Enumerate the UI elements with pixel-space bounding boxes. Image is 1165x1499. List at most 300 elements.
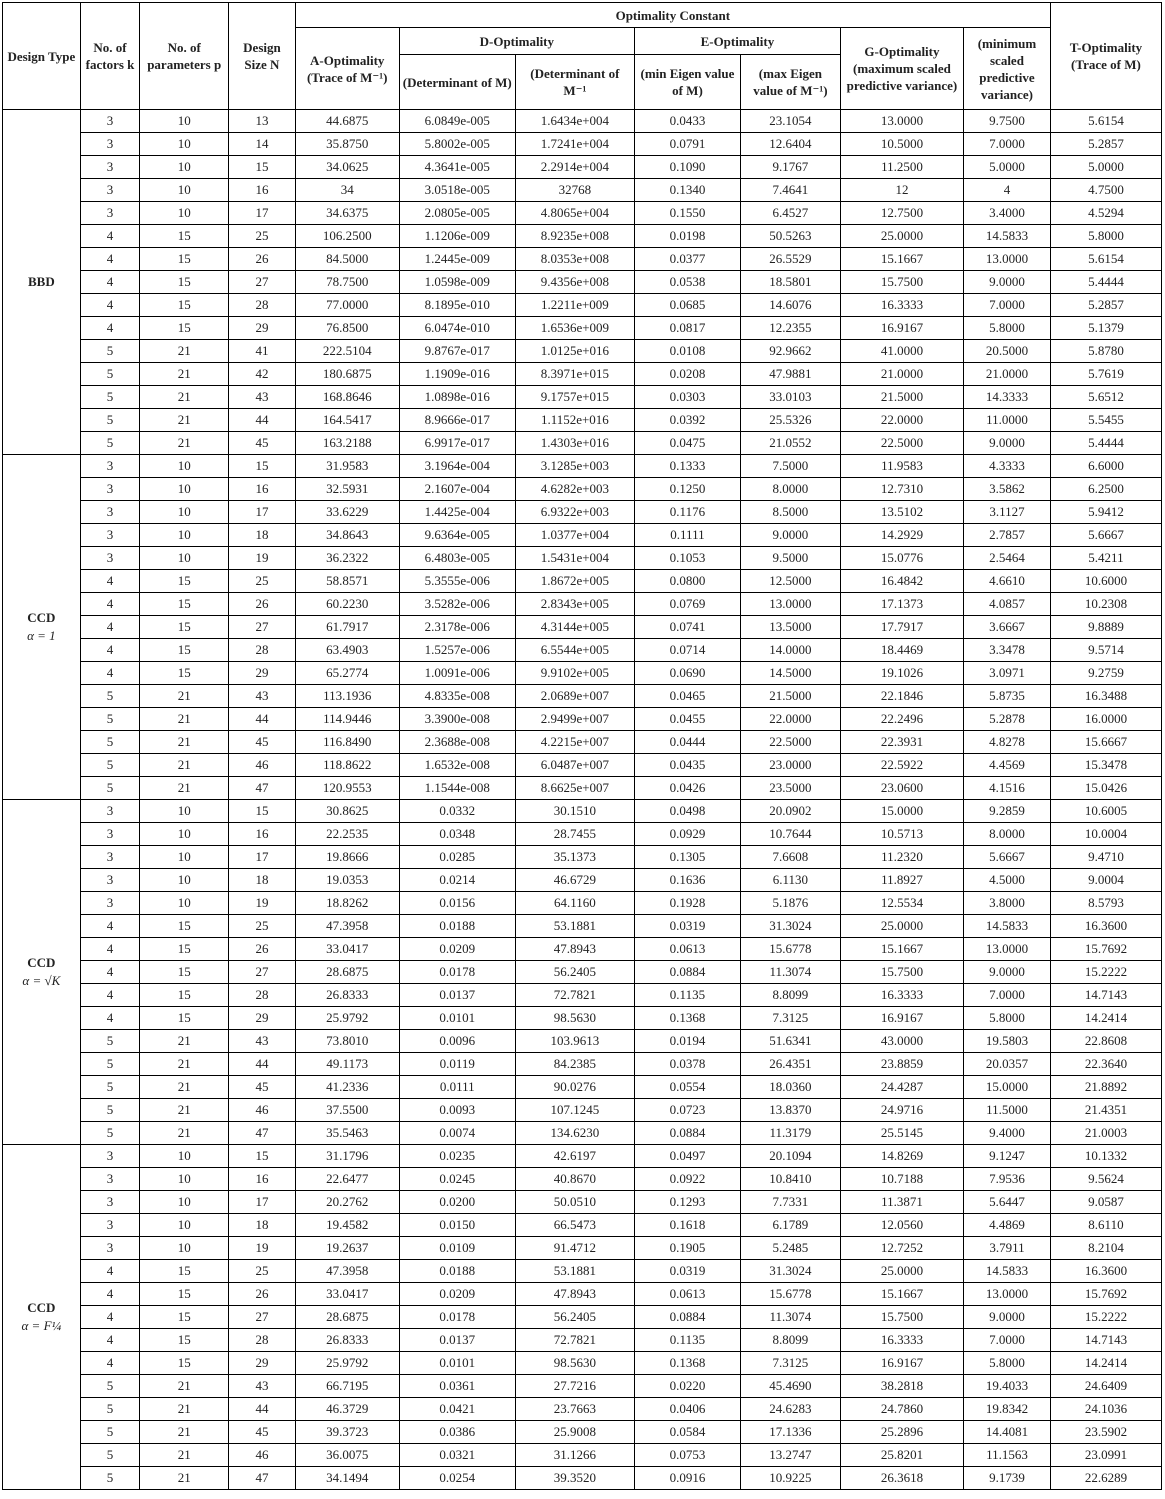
table-cell: 0.0101 [399,1352,515,1375]
table-cell: 11.5000 [964,1099,1051,1122]
table-cell: 5.0000 [1050,156,1161,179]
table-cell: 13 [229,110,296,133]
table-cell: 6.0849e-005 [399,110,515,133]
table-cell: 9.0000 [964,961,1051,984]
table-row [3,1099,1162,1122]
table-cell: 43 [229,386,296,409]
table-cell: 25.9792 [295,1007,399,1030]
table-cell: 77.0000 [295,294,399,317]
table-cell: 9.8767e-017 [399,340,515,363]
table-cell: 13.0000 [964,1283,1051,1306]
table-cell: 5 [80,340,140,363]
table-cell: 4 [80,1007,140,1030]
table-cell: 5.4444 [1050,271,1161,294]
table-cell: 6.0474e-010 [399,317,515,340]
table-cell: 26.4351 [740,1053,840,1076]
table-cell: 1.1909e-016 [399,363,515,386]
header-e-optimality: E-Optimality [634,28,840,55]
table-row [3,432,1162,455]
table-cell: 7.5000 [740,455,840,478]
table-cell: 0.0406 [634,1398,740,1421]
table-row [3,961,1162,984]
table-cell: 25 [229,225,296,248]
table-cell: 26.3618 [840,1467,963,1490]
table-cell: 8.0353e+008 [515,248,634,271]
table-row [3,754,1162,777]
table-cell: 15.3478 [1050,754,1161,777]
table-cell: 10 [140,1237,229,1260]
table-cell: 30.1510 [515,800,634,823]
table-cell: 6.4527 [740,202,840,225]
table-cell: 84.5000 [295,248,399,271]
table-cell: 9.5714 [1050,639,1161,662]
table-cell: 0.0378 [634,1053,740,1076]
table-cell: 3 [80,846,140,869]
table-cell: 3 [80,547,140,570]
table-cell: 9.5624 [1050,1168,1161,1191]
table-cell: 31.1266 [515,1444,634,1467]
table-cell: 8.9666e-017 [399,409,515,432]
table-cell: 6.1130 [740,869,840,892]
table-cell: 15 [140,1260,229,1283]
table-cell: 9.0587 [1050,1191,1161,1214]
header-design-type: Design Type [3,3,81,110]
table-cell: 10 [140,547,229,570]
table-cell: 15.2222 [1050,1306,1161,1329]
table-cell: 9.4000 [964,1122,1051,1145]
table-row [3,1053,1162,1076]
table-cell: 5.2857 [1050,133,1161,156]
table-cell: 41.2336 [295,1076,399,1099]
table-cell: 25.0000 [840,1260,963,1283]
table-cell: 14.7143 [1050,984,1161,1007]
table-cell: 25.2896 [840,1421,963,1444]
table-cell: 15.0776 [840,547,963,570]
table-cell: 35.5463 [295,1122,399,1145]
table-cell: 4 [80,248,140,271]
table-cell: 31.3024 [740,915,840,938]
table-cell: 16.3333 [840,1329,963,1352]
table-cell: 4.7500 [1050,179,1161,202]
table-cell: 21 [140,1076,229,1099]
table-row [3,409,1162,432]
table-cell: 24.6283 [740,1398,840,1421]
table-row [3,731,1162,754]
table-cell: 12 [840,179,963,202]
table-row [3,547,1162,570]
table-cell: 3 [80,1145,140,1168]
table-cell: 0.1135 [634,1329,740,1352]
header-e-max: (max Eigen value of M⁻¹) [740,55,840,110]
table-cell: 17 [229,846,296,869]
table-cell: 15.6778 [740,1283,840,1306]
table-cell: 15.6667 [1050,731,1161,754]
table-cell: 5 [80,1398,140,1421]
table-cell: 7.7331 [740,1191,840,1214]
table-cell: 49.1173 [295,1053,399,1076]
table-cell: 18.4469 [840,639,963,662]
table-cell: 28 [229,984,296,1007]
table-cell: 8.0000 [964,823,1051,846]
table-cell: 15.0426 [1050,777,1161,800]
table-cell: 19.8666 [295,846,399,869]
table-cell: 9.8889 [1050,616,1161,639]
table-cell: 47.8943 [515,1283,634,1306]
table-cell: 10.1332 [1050,1145,1161,1168]
table-cell: 24.9716 [840,1099,963,1122]
table-cell: 6.1789 [740,1214,840,1237]
table-cell: 12.7310 [840,478,963,501]
table-row [3,777,1162,800]
table-cell: 32768 [515,179,634,202]
table-cell: 4 [80,915,140,938]
table-cell: 24.4287 [840,1076,963,1099]
table-cell: 3 [80,478,140,501]
table-cell: 21 [140,432,229,455]
table-cell: 0.0319 [634,915,740,938]
table-cell: 21 [140,731,229,754]
table-cell: 14.6076 [740,294,840,317]
table-cell: 114.9446 [295,708,399,731]
table-cell: 14.2929 [840,524,963,547]
table-cell: 5.6154 [1050,110,1161,133]
table-cell: 5 [80,363,140,386]
header-optimality-constant: Optimality Constant [295,3,1050,28]
table-cell: 21 [140,1398,229,1421]
table-cell: 0.0538 [634,271,740,294]
table-cell: 1.6536e+009 [515,317,634,340]
table-cell: 0.0188 [399,1260,515,1283]
table-cell: 180.6875 [295,363,399,386]
table-cell: 30.8625 [295,800,399,823]
table-cell: 28 [229,294,296,317]
table-cell: 0.0498 [634,800,740,823]
table-cell: 9.0000 [740,524,840,547]
table-cell: 16.3333 [840,984,963,1007]
table-row [3,156,1162,179]
table-cell: 0.0769 [634,593,740,616]
table-cell: 10 [140,202,229,225]
table-cell: 0.0444 [634,731,740,754]
table-cell: 25.0000 [840,915,963,938]
table-cell: 5.5455 [1050,409,1161,432]
table-cell: 120.9553 [295,777,399,800]
table-cell: 18 [229,524,296,547]
table-cell: 4.8278 [964,731,1051,754]
table-cell: 3 [80,110,140,133]
table-cell: 22.6289 [1050,1467,1161,1490]
table-cell: 11.3074 [740,961,840,984]
table-row [3,363,1162,386]
table-cell: 2.9499e+007 [515,708,634,731]
table-cell: 28.7455 [515,823,634,846]
table-cell: 0.0194 [634,1030,740,1053]
table-row [3,1421,1162,1444]
table-cell: 14.0000 [740,639,840,662]
design-type-cell [3,1145,81,1490]
table-cell: 15.6778 [740,938,840,961]
table-cell: 12.6404 [740,133,840,156]
table-cell: 25.5145 [840,1122,963,1145]
table-cell: 2.7857 [964,524,1051,547]
table-cell: 4 [80,294,140,317]
table-cell: 103.9613 [515,1030,634,1053]
table-cell: 5.8000 [964,1352,1051,1375]
table-cell: 4 [80,938,140,961]
table-row [3,225,1162,248]
table-cell: 29 [229,662,296,685]
table-cell: 1.2445e-009 [399,248,515,271]
table-cell: 15.7500 [840,1306,963,1329]
table-cell: 21.0000 [964,363,1051,386]
table-cell: 4 [80,1329,140,1352]
table-cell: 17 [229,501,296,524]
table-cell: 43.0000 [840,1030,963,1053]
table-cell: 7.9536 [964,1168,1051,1191]
table-cell: 16.9167 [840,1352,963,1375]
table-cell: 3.0971 [964,662,1051,685]
table-cell: 22.1846 [840,685,963,708]
table-cell: 3.5862 [964,478,1051,501]
table-cell: 13.5000 [740,616,840,639]
table-cell: 19.0353 [295,869,399,892]
table-cell: 4 [80,593,140,616]
table-cell: 26 [229,938,296,961]
table-cell: 5.6667 [1050,524,1161,547]
table-row [3,501,1162,524]
table-cell: 0.0209 [399,938,515,961]
table-cell: 14.5833 [964,225,1051,248]
table-cell: 118.8622 [295,754,399,777]
table-cell: 26.8333 [295,1329,399,1352]
table-cell: 134.6230 [515,1122,634,1145]
table-cell: 1.7241e+004 [515,133,634,156]
table-cell: 15 [229,800,296,823]
table-cell: 0.0465 [634,685,740,708]
table-cell: 16.3333 [840,294,963,317]
table-row [3,984,1162,1007]
table-row [3,1260,1162,1283]
table-cell: 14.8269 [840,1145,963,1168]
table-cell: 33.6229 [295,501,399,524]
table-row [3,616,1162,639]
table-row [3,1237,1162,1260]
table-cell: 0.0220 [634,1375,740,1398]
table-cell: 10 [140,110,229,133]
table-cell: 0.0613 [634,938,740,961]
table-cell: 36.0075 [295,1444,399,1467]
table-cell: 16.9167 [840,317,963,340]
table-cell: 4 [80,317,140,340]
table-cell: 9.0000 [964,271,1051,294]
table-cell: 46 [229,1099,296,1122]
table-cell: 22.8608 [1050,1030,1161,1053]
table-cell: 21 [140,1053,229,1076]
table-cell: 1.1152e+016 [515,409,634,432]
table-cell: 36.2322 [295,547,399,570]
header-d-det-m: (Determinant of M) [399,55,515,110]
table-row [3,938,1162,961]
design-type-cell [3,455,81,800]
table-cell: 4 [80,225,140,248]
table-cell: 4.3144e+005 [515,616,634,639]
table-cell: 14.5833 [964,1260,1051,1283]
table-cell: 3 [80,202,140,225]
table-cell: 6.9322e+003 [515,501,634,524]
table-cell: 31.9583 [295,455,399,478]
table-cell: 0.0348 [399,823,515,846]
table-cell: 53.1881 [515,1260,634,1283]
table-cell: 20.2762 [295,1191,399,1214]
table-cell: 106.2500 [295,225,399,248]
table-cell: 0.0475 [634,432,740,455]
table-cell: 1.6434e+004 [515,110,634,133]
table-cell: 113.1936 [295,685,399,708]
table-cell: 92.9662 [740,340,840,363]
table-cell: 10 [140,133,229,156]
table-cell: 10 [140,892,229,915]
table-cell: 15.1667 [840,938,963,961]
table-row [3,1191,1162,1214]
table-cell: 0.0435 [634,754,740,777]
table-cell: 10.8410 [740,1168,840,1191]
table-cell: 39.3723 [295,1421,399,1444]
design-type-label: BBD [28,274,55,289]
table-cell: 66.5473 [515,1214,634,1237]
table-cell: 10 [140,179,229,202]
table-cell: 9.9102e+005 [515,662,634,685]
table-cell: 0.0156 [399,892,515,915]
table-cell: 2.0689e+007 [515,685,634,708]
table-row [3,340,1162,363]
table-cell: 27 [229,616,296,639]
table-cell: 0.0214 [399,869,515,892]
table-cell: 9.2859 [964,800,1051,823]
table-cell: 4 [964,179,1051,202]
table-cell: 22.6477 [295,1168,399,1191]
table-cell: 66.7195 [295,1375,399,1398]
table-cell: 10.7188 [840,1168,963,1191]
table-row [3,1076,1162,1099]
table-cell: 3.4000 [964,202,1051,225]
table-cell: 27 [229,961,296,984]
table-cell: 0.0178 [399,1306,515,1329]
table-cell: 0.0753 [634,1444,740,1467]
table-cell: 10.6005 [1050,800,1161,823]
table-cell: 5.8002e-005 [399,133,515,156]
header-d-optimality: D-Optimality [399,28,634,55]
table-cell: 4 [80,1306,140,1329]
table-cell: 63.4903 [295,639,399,662]
table-cell: 47.3958 [295,1260,399,1283]
table-cell: 25 [229,915,296,938]
table-cell: 0.0433 [634,110,740,133]
table-cell: 222.5104 [295,340,399,363]
table-cell: 38.2818 [840,1375,963,1398]
table-cell: 15 [140,1283,229,1306]
table-cell: 58.8571 [295,570,399,593]
table-cell: 40.8670 [515,1168,634,1191]
table-cell: 5 [80,1122,140,1145]
table-row [3,248,1162,271]
table-cell: 3 [80,800,140,823]
table-cell: 46.3729 [295,1398,399,1421]
table-cell: 0.0303 [634,386,740,409]
table-cell: 0.0285 [399,846,515,869]
table-cell: 0.1135 [634,984,740,1007]
table-cell: 10.5713 [840,823,963,846]
table-cell: 0.1250 [634,478,740,501]
table-cell: 5 [80,409,140,432]
table-cell: 14.7143 [1050,1329,1161,1352]
table-cell: 10 [140,455,229,478]
table-cell: 7.0000 [964,1329,1051,1352]
table-cell: 33.0103 [740,386,840,409]
table-cell: 27 [229,271,296,294]
table-cell: 0.0455 [634,708,740,731]
table-cell: 98.5630 [515,1352,634,1375]
table-cell: 0.0109 [399,1237,515,1260]
table-cell: 23.5902 [1050,1421,1161,1444]
table-cell: 5 [80,777,140,800]
table-row [3,1030,1162,1053]
table-cell: 15 [140,1007,229,1030]
table-cell: 7.0000 [964,133,1051,156]
table-cell: 4.8065e+004 [515,202,634,225]
table-cell: 15.1667 [840,248,963,271]
optimality-table [2,2,1162,1490]
table-cell: 5.8000 [964,1007,1051,1030]
table-cell: 45 [229,432,296,455]
table-cell: 9.1247 [964,1145,1051,1168]
table-cell: 15 [229,156,296,179]
table-cell: 3.1964e-004 [399,455,515,478]
table-cell: 43 [229,1030,296,1053]
table-cell: 8.5000 [740,501,840,524]
table-cell: 0.0150 [399,1214,515,1237]
table-cell: 5 [80,1099,140,1122]
table-cell: 0.0421 [399,1398,515,1421]
table-cell: 3 [80,455,140,478]
table-cell: 39.3520 [515,1467,634,1490]
table-cell: 168.8646 [295,386,399,409]
table-cell: 26 [229,1283,296,1306]
table-cell: 46.6729 [515,869,634,892]
table-cell: 29 [229,1352,296,1375]
table-cell: 47 [229,1122,296,1145]
table-row [3,823,1162,846]
table-cell: 26 [229,248,296,271]
table-cell: 3 [80,133,140,156]
table-row [3,1352,1162,1375]
table-row [3,1306,1162,1329]
table-cell: 47.9881 [740,363,840,386]
table-cell: 8.5793 [1050,892,1161,915]
table-cell: 19.8342 [964,1398,1051,1421]
table-cell: 19.1026 [840,662,963,685]
table-cell: 163.2188 [295,432,399,455]
table-cell: 78.7500 [295,271,399,294]
table-cell: 3 [80,501,140,524]
table-cell: 5.4211 [1050,547,1161,570]
table-cell: 19 [229,1237,296,1260]
table-cell: 56.2405 [515,961,634,984]
table-cell: 21 [140,1421,229,1444]
table-cell: 64.1160 [515,892,634,915]
table-cell: 4 [80,1352,140,1375]
table-cell: 34 [295,179,399,202]
table-cell: 164.5417 [295,409,399,432]
